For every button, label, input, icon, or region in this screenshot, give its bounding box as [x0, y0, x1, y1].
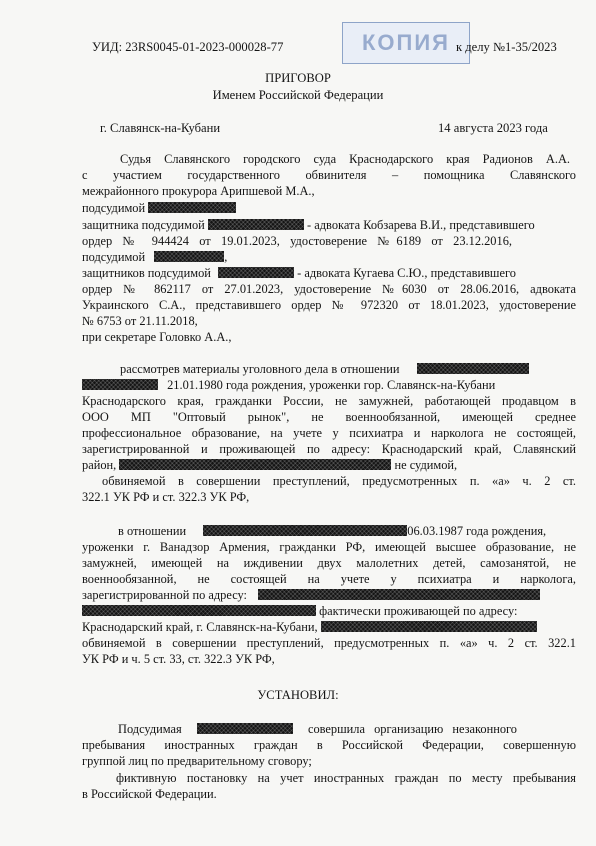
intro-text: , — [224, 250, 228, 264]
second-defendant-line — [82, 604, 576, 619]
established-line: группой лиц по предварительному сговору; — [82, 754, 312, 768]
stamp-text: КОПИЯ — [362, 30, 450, 55]
first-defendant-line: обвиняемой в совершении преступлений, предусмотренных п. «а» ч. 2 ст. — [102, 474, 576, 488]
second-defendant-line: замужней, имеющей на иждивении двух малолетних детей, самозанятой, не — [82, 556, 576, 570]
first-defendant-line: профессиональное образование, на учете у психиатра и нарколога не состоящей, — [82, 426, 576, 440]
redaction-block — [321, 621, 537, 632]
intro-line — [82, 201, 576, 216]
second-defendant-line: уроженки г. Ванадзор Армения, гражданки РФ, имеющей высшее образование, не — [82, 540, 576, 554]
intro-line: Украинского С.А., представившего ордер № 972320 от 18.01.2023, удостоверение — [82, 298, 576, 312]
established-text: Подсудимая — [118, 722, 182, 736]
redaction-block — [218, 267, 294, 278]
established-line: фиктивную постановку на учет иностранных граждан по месту пребывания — [116, 771, 576, 785]
intro-line — [82, 266, 576, 281]
second-defendant-line — [118, 524, 576, 539]
established-line — [118, 722, 576, 737]
intro-line: с участием государственного обвинителя – помощника Славянского — [82, 168, 576, 182]
first-defendant-line — [120, 362, 576, 377]
intro-line: Судья Славянского городского суда Краснодарского края Радионов А.А. — [120, 152, 570, 166]
defendant-text: фактически проживающей по адресу: — [319, 604, 518, 618]
redaction-block — [154, 251, 224, 262]
first-defendant-line: 322.1 УК РФ и ст. 322.3 УК РФ, — [82, 490, 250, 504]
defendant-text: район, — [82, 458, 117, 472]
defendant-text: 06.03.1987 года рождения, — [407, 524, 547, 538]
document-title: ПРИГОВОР — [265, 71, 331, 85]
document-subtitle: Именем Российской Федерации — [212, 88, 384, 102]
redaction-block — [258, 589, 540, 600]
intro-line: при секретаре Головко А.А., — [82, 330, 232, 344]
defendant-text: не судимой, — [394, 458, 458, 472]
intro-line: № 6753 от 21.11.2018, — [82, 314, 198, 328]
defendant-text: Краснодарский край, г. Славянск-на-Кубани, — [82, 620, 318, 634]
intro-line: межрайонного прокурора Арипшевой М.А., — [82, 184, 315, 198]
copy-stamp — [342, 22, 470, 64]
established-line: пребывания иностранных граждан в Российской Федерации, совершенную — [82, 738, 576, 752]
case-number: к делу №1-35/2023 — [456, 40, 557, 54]
redaction-block — [417, 363, 529, 374]
defendant-text: зарегистрированной по адресу: — [82, 588, 247, 602]
place: г. Славянск-на-Кубани — [100, 121, 221, 135]
established-line: в Российской Федерации. — [82, 787, 217, 801]
first-defendant-line — [82, 458, 576, 473]
redaction-block — [119, 459, 391, 470]
redaction-block — [82, 379, 158, 390]
intro-line — [82, 250, 576, 265]
second-defendant-line — [82, 620, 576, 635]
redaction-block — [203, 525, 407, 536]
intro-text: защитников подсудимой — [82, 266, 211, 280]
intro-line: ордер № 944424 от 19.01.2023, удостоверение №6189 от 23.12.2016, — [82, 234, 512, 248]
first-defendant-line: ООО МП "Оптовый рынок", не военнообязанной, имеющей среднее — [82, 410, 576, 424]
first-defendant-line — [82, 378, 576, 393]
defendant-text: 21.01.1980 года рождения, уроженки гор. Славянск-на-Кубани — [167, 378, 496, 392]
redaction-block — [197, 723, 293, 734]
date: 14 августа 2023 года — [438, 121, 548, 135]
first-defendant-line: Краснодарского края, гражданки России, не замужней, работающей продавцом в — [82, 394, 576, 408]
second-defendant-line: военнообязанной, не состоящей на учете у психиатра и нарколога, — [82, 572, 576, 586]
second-defendant-line: обвиняемой в совершении преступлений, предусмотренных п. «а» ч. 2 ст. 322.1 — [82, 636, 576, 650]
section-heading: УСТАНОВИЛ: — [257, 688, 339, 702]
defendant-label: подсудимой — [82, 201, 146, 215]
second-defendant-line — [82, 588, 576, 603]
defendant-text: рассмотрев материалы уголовного дела в отношении — [120, 362, 400, 376]
redaction-block — [82, 605, 316, 616]
second-defendant-line: УК РФ и ч. 5 ст. 33, ст. 322.3 УК РФ, — [82, 652, 275, 666]
intro-text: - адвоката Кугаева С.Ю., представившего — [297, 266, 516, 280]
intro-line — [82, 218, 576, 233]
defendant-text: в отношении — [118, 524, 187, 538]
first-defendant-line: зарегистрированной и проживающей по адресу: Краснодарский край, Славянский — [82, 442, 576, 456]
intro-text: защитника подсудимой — [82, 218, 205, 232]
intro-text: - адвоката Кобзарева В.И., представившего — [307, 218, 535, 232]
established-text: совершила организацию незаконного — [307, 722, 518, 736]
case-uid: УИД: 23RS0045-01-2023-000028-77 — [92, 40, 284, 54]
redaction-block — [148, 202, 236, 213]
redaction-block — [208, 219, 304, 230]
defendant-label: подсудимой — [82, 250, 146, 264]
intro-line: ордер № 862117 от 27.01.2023, удостоверение №6030 от 28.06.2016, адвоката — [82, 282, 576, 296]
